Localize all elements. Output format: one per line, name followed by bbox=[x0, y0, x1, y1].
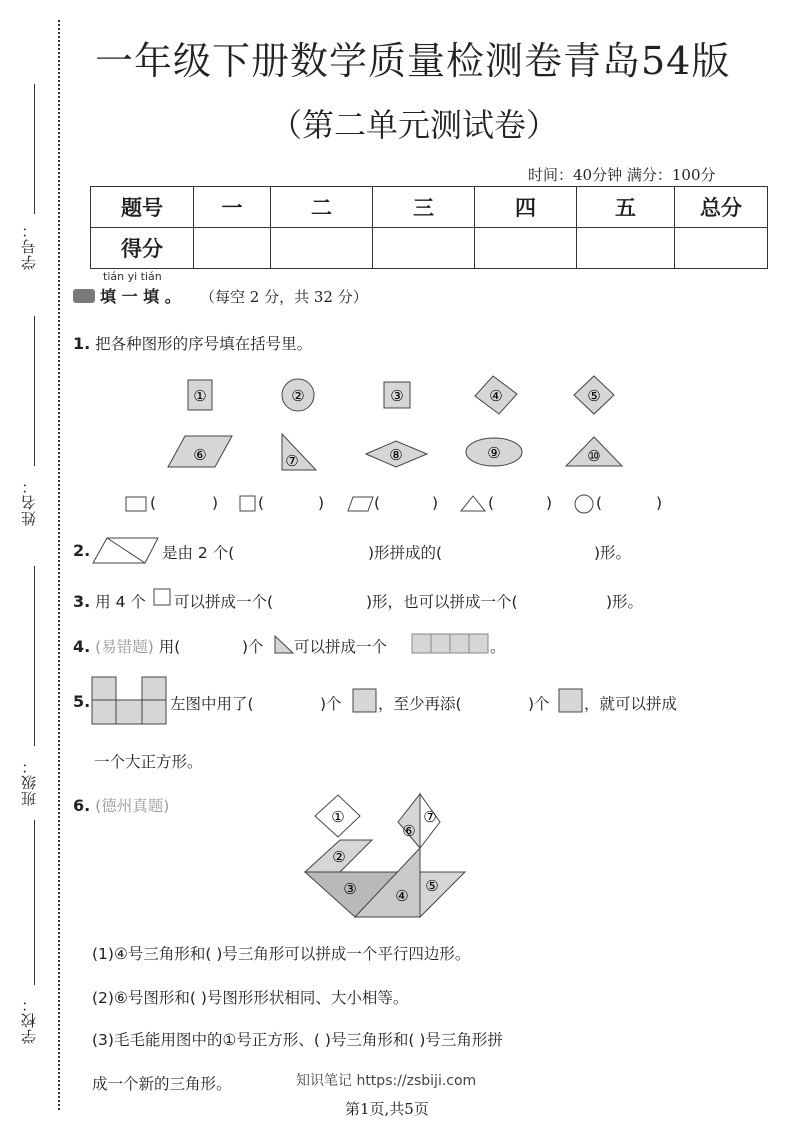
answer-blank-circle[interactable] bbox=[602, 494, 654, 514]
question-6-sub2: (2)⑥号图形和( )号图形形状相同、大小相等。 bbox=[92, 989, 409, 1007]
tangram-label: ⑥ bbox=[402, 822, 416, 840]
shape-3-square bbox=[384, 382, 410, 408]
answer-paren: ) bbox=[432, 494, 439, 512]
shape-1-rectangle bbox=[188, 380, 212, 410]
q2-parallelogram-figure bbox=[93, 538, 158, 563]
shape-4-rotated-square bbox=[475, 376, 517, 414]
question-6 bbox=[73, 794, 169, 816]
tangram-label: ② bbox=[332, 848, 346, 866]
q5-square-icon-b bbox=[559, 689, 582, 712]
question-4 bbox=[73, 635, 180, 657]
q6-tangram-figure bbox=[305, 794, 465, 917]
answer-paren: ) bbox=[546, 494, 553, 512]
shape-label: ⑦ bbox=[285, 452, 299, 470]
question-5-number bbox=[73, 692, 90, 711]
score-row-label: 得分 bbox=[91, 228, 194, 269]
question-4-text-b: )个 bbox=[242, 638, 264, 656]
tangram-label: ④ bbox=[395, 887, 409, 905]
shape-label: ⑤ bbox=[587, 387, 601, 405]
school-label: 学校： bbox=[20, 996, 38, 1044]
section-pinyin: tián yi tián bbox=[103, 270, 162, 283]
shape-label: ① bbox=[193, 387, 207, 405]
question-3-text-c: )形，也可以拼成一个( bbox=[366, 593, 518, 611]
question-2-text-c: )形。 bbox=[594, 544, 632, 562]
question-4-text-d: 。 bbox=[490, 638, 506, 656]
question-number: 5. bbox=[73, 692, 91, 711]
tangram-label: ⑦ bbox=[423, 808, 437, 826]
question-5-text-b: )个 bbox=[320, 695, 342, 713]
class-label: 班级： bbox=[20, 758, 38, 806]
answer-paren: ) bbox=[212, 494, 219, 512]
question-6-sub3-line2: 成一个新的三角形。 bbox=[92, 1075, 232, 1093]
student-id-label: 学号： bbox=[20, 222, 38, 270]
answer-blank-parallelogram[interactable] bbox=[380, 494, 430, 514]
section-heading: 填 一 填 。 bbox=[100, 287, 181, 306]
square-icon bbox=[240, 496, 255, 511]
answer-paren: ( bbox=[258, 494, 265, 512]
tangram-label: ③ bbox=[343, 880, 357, 898]
q3-square-icon bbox=[154, 589, 170, 605]
circle-icon bbox=[575, 495, 593, 513]
score-table-cell: 总分 bbox=[675, 187, 768, 228]
question-number: 6. bbox=[73, 796, 91, 815]
shape-7-right-triangle bbox=[282, 434, 316, 470]
question-6-sub3: (3)毛毛能用图中的①号正方形、( )号三角形和( )号三角形拼 bbox=[92, 1031, 503, 1049]
shape-8-rhombus bbox=[366, 441, 427, 467]
shape-label: ⑥ bbox=[193, 446, 207, 464]
question-4-text-c: 可以拼成一个 bbox=[294, 638, 388, 656]
question-5-text-c: ，至少再添( bbox=[378, 695, 462, 713]
footer-website: 知识笔记 https://zsbiji.com bbox=[296, 1073, 477, 1089]
name-label: 姓名： bbox=[20, 478, 38, 526]
question-tag: (易错题) bbox=[95, 638, 154, 656]
shape-label: ⑩ bbox=[587, 447, 601, 465]
question-5-text-a: 左图中用了( bbox=[170, 695, 254, 713]
shape-5-diamond bbox=[574, 376, 614, 414]
parallelogram-icon bbox=[348, 497, 373, 511]
answer-blank-square[interactable] bbox=[264, 494, 316, 514]
question-3-text-b: 可以拼成一个( bbox=[174, 593, 274, 611]
shape-9-ellipse bbox=[466, 438, 522, 466]
q4-triangle-icon bbox=[275, 636, 293, 653]
answer-paren: ( bbox=[596, 494, 603, 512]
question-number: 4. bbox=[73, 637, 91, 656]
question-6-sub1: (1)④号三角形和( )号三角形可以拼成一个平行四边形。 bbox=[92, 945, 471, 963]
answer-paren: ( bbox=[488, 494, 495, 512]
shape-10-triangle bbox=[566, 437, 622, 466]
question-text: 用( bbox=[158, 638, 181, 656]
q4-rectangle-strip bbox=[412, 634, 488, 653]
answer-blank-triangle[interactable] bbox=[494, 494, 544, 514]
question-number: 3. bbox=[73, 592, 91, 611]
question-tag: (德州真题) bbox=[95, 797, 170, 815]
q5-square-icon-a bbox=[353, 689, 376, 712]
question-5-text-e: ，就可以拼成 bbox=[584, 695, 678, 713]
tangram-label: ① bbox=[331, 808, 345, 826]
question-3-text-d: )形。 bbox=[606, 593, 644, 611]
q5-square-figure bbox=[92, 677, 166, 724]
shape-6-parallelogram bbox=[168, 436, 232, 467]
question-text: 把各种图形的序号填在括号里。 bbox=[95, 335, 313, 353]
question-3 bbox=[73, 590, 146, 612]
question-5-text-d: )个 bbox=[528, 695, 550, 713]
question-5-line2: 一个大正方形。 bbox=[94, 753, 203, 771]
shape-label: ⑨ bbox=[487, 444, 501, 462]
answer-paren: ) bbox=[656, 494, 663, 512]
answer-paren: ( bbox=[150, 494, 157, 512]
time-info: 时间：40分钟 满分：100分 bbox=[528, 166, 716, 184]
score-table-cell: 二 bbox=[271, 187, 373, 228]
shape-label: ③ bbox=[390, 387, 404, 405]
question-2-number bbox=[73, 541, 90, 560]
shape-label: ② bbox=[291, 387, 305, 405]
tangram-label: ⑤ bbox=[425, 877, 439, 895]
shape-label: ④ bbox=[489, 387, 503, 405]
answer-paren: ( bbox=[374, 494, 381, 512]
score-table-cell: 五 bbox=[577, 187, 675, 228]
shape-label: ⑧ bbox=[389, 446, 403, 464]
shape-2-circle bbox=[282, 379, 314, 411]
triangle-icon bbox=[461, 496, 485, 511]
question-2-text-b: )形拼成的( bbox=[368, 544, 443, 562]
answer-paren: ) bbox=[318, 494, 325, 512]
score-table-cell: 四 bbox=[475, 187, 577, 228]
question-number: 1. bbox=[73, 334, 91, 353]
question-number: 2. bbox=[73, 541, 91, 560]
section-score-note: （每空 2 分，共 32 分） bbox=[200, 288, 368, 306]
footer-page-number: 第1页,共5页 bbox=[345, 1100, 429, 1118]
score-table-cell: 题号 bbox=[91, 187, 194, 228]
rectangle-icon bbox=[126, 497, 146, 511]
page-subtitle: （第二单元测试卷） bbox=[270, 106, 559, 144]
score-table-cell: 三 bbox=[373, 187, 475, 228]
score-table-cell: 一 bbox=[194, 187, 271, 228]
answer-blank-rectangle[interactable] bbox=[156, 494, 210, 514]
question-text: 用 4 个 bbox=[95, 593, 146, 611]
page-title: 一年级下册数学质量检测卷青岛54版 bbox=[95, 39, 731, 83]
question-2-text-a: 是由 2 个( bbox=[162, 544, 235, 562]
